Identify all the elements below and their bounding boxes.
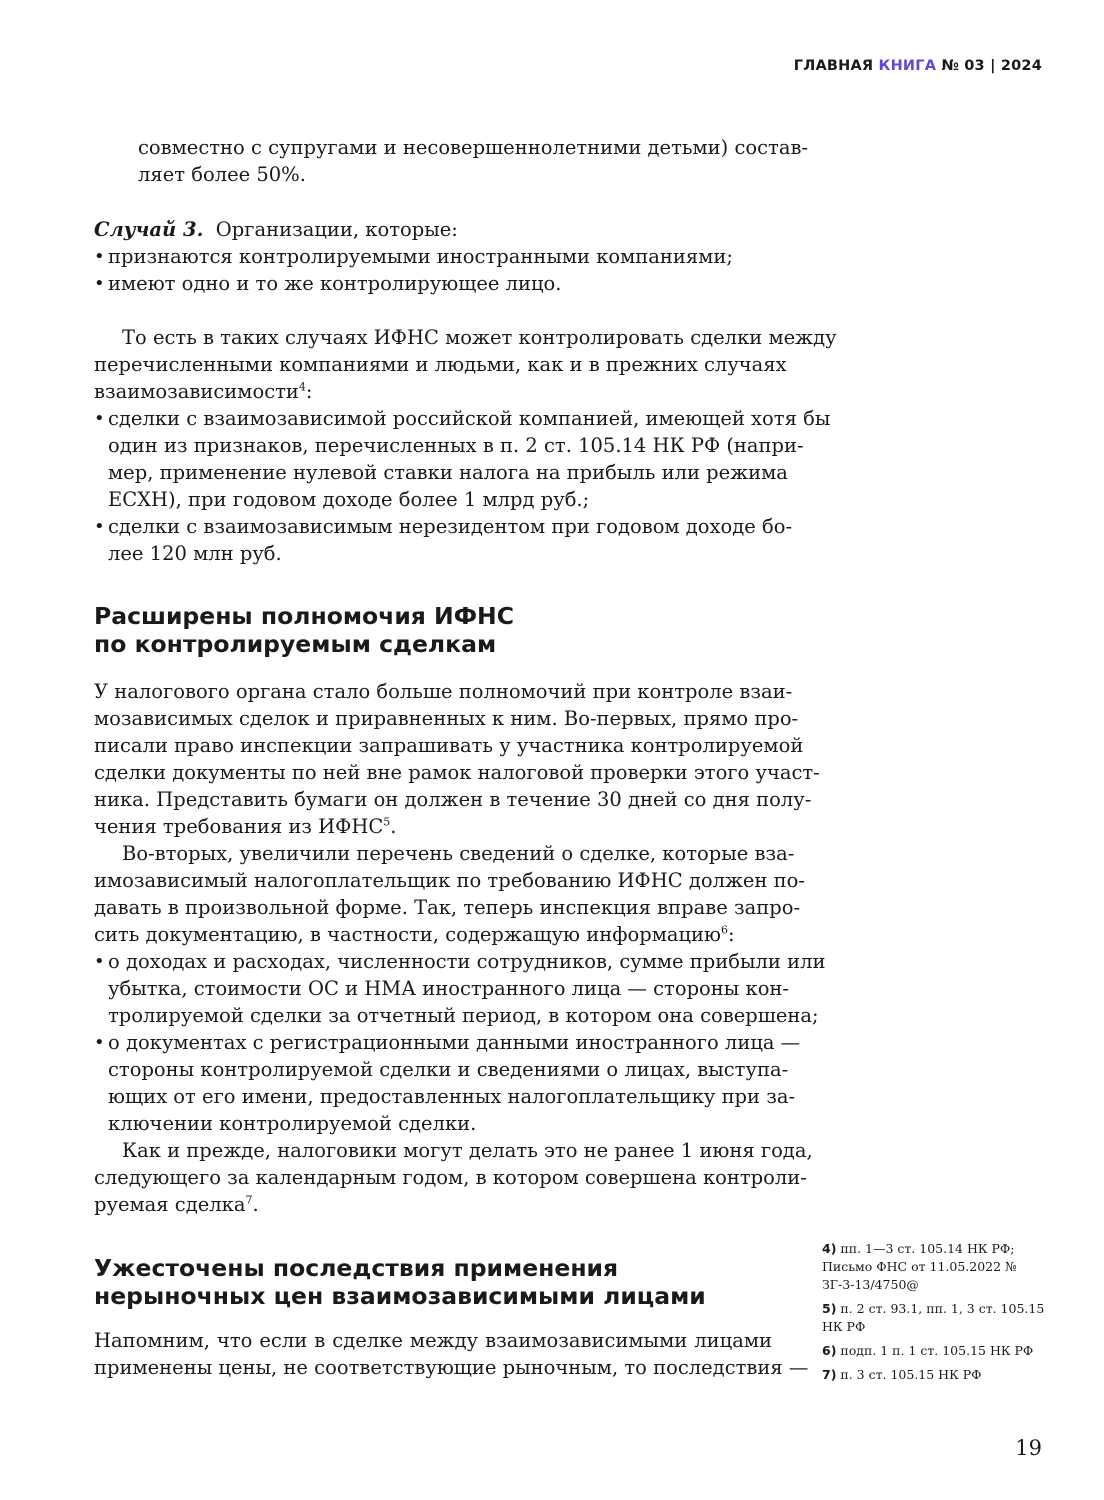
footnote-ref: 4 [298,380,306,394]
section-heading: Ужесточены последствия применения [94,1254,619,1282]
text-line: сделки документы по ней вне рамок налоговой проверки этого участ- [94,761,820,784]
bullet-icon: • [94,516,105,537]
bullet-icon: • [94,951,105,972]
brand-main: ГЛАВНАЯ [793,58,874,74]
bullet-icon: • [94,408,105,429]
bullet-icon: • [94,273,105,294]
text-line: перечисленными компаниями и людьми, как и в прежних случаях [94,353,787,376]
section-heading: по контролируемым сделкам [94,630,497,658]
text-line: стороны контролируемой сделки и сведениями о лицах, выступа- [108,1058,789,1081]
list-item: • имеют одно и то же контролирующее лицо. [94,272,562,295]
running-header [794,58,1042,74]
text-line: Напомним, что если в сделке между взаимозависимыми лицами [94,1329,772,1352]
text-line: лее 120 млн руб. [108,542,282,565]
text-line: чения требования из ИФНС$^5$. [94,815,397,838]
section-heading: нерыночных цен взаимозависимыми лицами [94,1282,706,1310]
bullet-icon: • [94,1032,105,1053]
text-line: мозависимых сделок и приравненных к ним. Во-первых, прямо про- [94,707,799,730]
case-3-text: Организации, которые: [215,218,458,241]
text-line: один из признаков, перечисленных в п. 2 ст. 105.14 НК РФ (напри- [108,434,804,457]
text-line: взаимозависимости$^4$: [94,380,313,403]
footnote-ref: 6 [721,923,729,937]
footnote-item: 4) пп. 1—3 ст. 105.14 НК РФ; Письмо ФНС от 11.05.2022 № ЗГ-3-13/4750@ [822,1241,1017,1292]
page-number: 19 [1015,1436,1042,1460]
text-line: ника. Представить бумаги он должен в течение 30 дней со дня полу- [94,788,812,811]
section-heading: Расширены полномочия ИФНС [94,602,514,630]
footnotes [822,1240,1052,1390]
case-3-lead: Случай 3. [94,218,204,241]
text-line: убытка, стоимости ОС и НМА иностранного лица — стороны кон- [108,977,790,1000]
text-line: давать в произвольной форме. Так, теперь инспекция вправе запро- [94,896,801,919]
text-line: тролируемой сделки за отчетный период, в котором она совершена; [108,1004,819,1027]
footnote-ref: 7 [245,1193,253,1207]
list-item: • сделки с взаимозависимой российской компанией, имеющей хотя бы [94,407,831,430]
footnote-item: 6) подп. 1 п. 1 ст. 105.15 НК РФ [822,1343,1034,1358]
list-item: • о доходах и расходах, численности сотрудников, сумме прибыли или [94,950,826,973]
text-line: следующего за календарным годом, в котором совершена контроли- [94,1166,807,1189]
text-line: ляет более 50%. [138,163,306,186]
text-line: сить документацию, в частности, содержащую информацию$^6$: [94,923,735,946]
brand-accent: КНИГА [878,58,937,74]
text-line: То есть в таких случаях ИФНС может контролировать сделки между [122,326,837,349]
text-line: применены цены, не соответствующие рыночным, то последствия — [94,1356,809,1379]
text-line: ключении контролируемой сделки. [108,1112,477,1135]
footnote-ref: 5 [383,815,391,829]
text-line: писали право инспекции запрашивать у участника контролируемой [94,734,804,757]
text-line: Во-вторых, увеличили перечень сведений о сделке, которые вза- [122,842,795,865]
text-line: совместно с супругами и несовершеннолетними детьми) состав- [138,136,809,159]
text-line: ющих от его имени, предоставленных налогоплательщику при за- [108,1085,796,1108]
bullet-icon: • [94,246,105,267]
text-line: Как и прежде, налоговики могут делать это не ранее 1 июня года, [122,1139,813,1162]
text-line: У налогового органа стало больше полномочий при контроле взаи- [94,680,793,703]
text-line: руемая сделка$^7$. [94,1193,259,1216]
text-line: ЕСХН), при годовом доходе более 1 млрд руб.; [108,488,590,511]
footnote-item: 7) п. 3 ст. 105.15 НК РФ [822,1367,982,1382]
case-3-intro [94,216,772,243]
text-line: имозависимый налогоплательщик по требованию ИФНС должен по- [94,869,805,892]
list-item: • признаются контролируемыми иностранными компаниями; [94,245,733,268]
issue-number: № 03 | 2024 [941,58,1042,74]
text-line: мер, применение нулевой ставки налога на прибыль или режима [108,461,788,484]
list-item: • о документах с регистрационными данными иностранного лица — [94,1031,801,1054]
list-item: • сделки с взаимозависимым нерезидентом при годовом доходе бо- [94,515,793,538]
footnote-item: 5) п. 2 ст. 93.1, пп. 1, 3 ст. 105.15 НК РФ [822,1301,1045,1334]
